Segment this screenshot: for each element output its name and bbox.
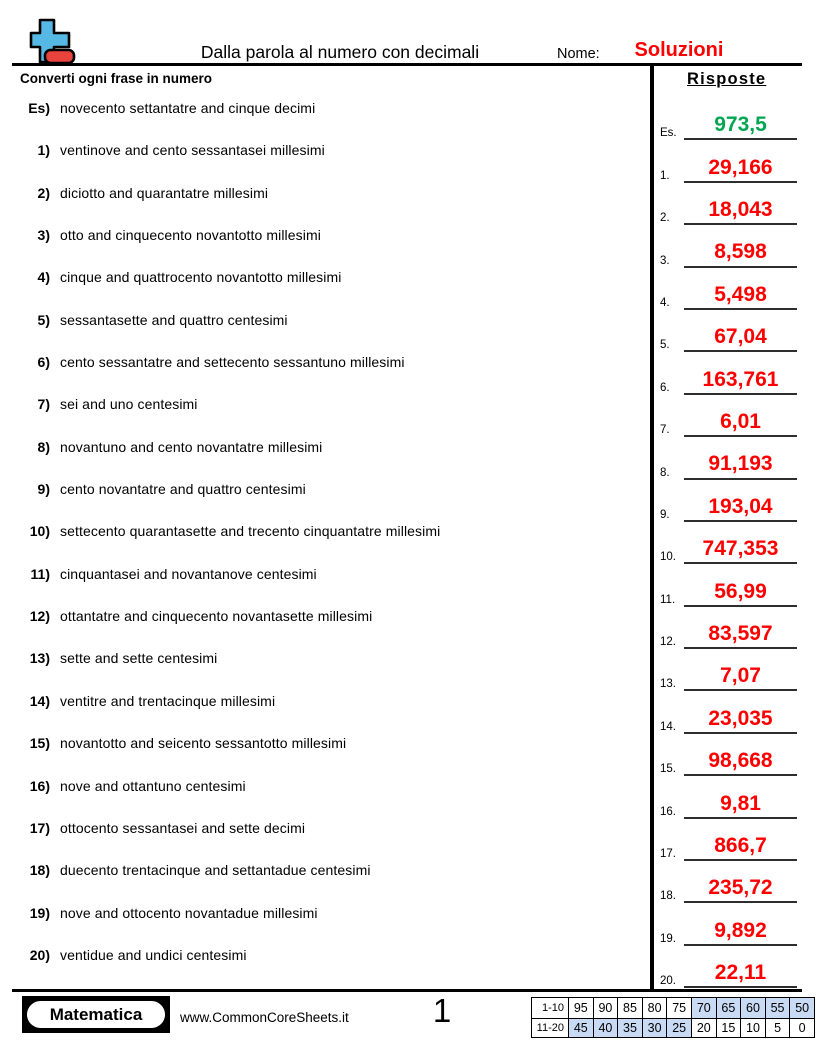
problem-row bbox=[20, 689, 644, 731]
problem-number: Es) bbox=[28, 100, 50, 116]
answer-value: 866,7 bbox=[684, 834, 797, 861]
problem-row bbox=[20, 858, 644, 900]
problem-text: otto and cinquecento novantotto millesimi bbox=[60, 227, 321, 244]
answer-row bbox=[658, 861, 797, 903]
answer-value: 91,193 bbox=[684, 452, 797, 479]
score-cell: 20 bbox=[691, 1018, 716, 1038]
answer-row bbox=[658, 437, 797, 479]
problem-number: 14) bbox=[29, 692, 50, 709]
answer-value: 98,668 bbox=[684, 749, 797, 776]
column-divider bbox=[650, 64, 654, 990]
page-number: 1 bbox=[432, 992, 452, 1029]
score-cell: 15 bbox=[716, 1018, 741, 1038]
answer-value: 29,166 bbox=[684, 156, 797, 183]
answer-number: Es. bbox=[660, 127, 677, 140]
problem-row bbox=[20, 774, 644, 816]
answer-row bbox=[658, 352, 797, 394]
problem-row bbox=[20, 604, 644, 646]
score-cell: 35 bbox=[617, 1018, 642, 1038]
problem-row bbox=[20, 392, 644, 434]
website-url: www.CommonCoreSheets.it bbox=[180, 1010, 349, 1025]
problem-number: 13) bbox=[29, 650, 50, 667]
answer-number: 18. bbox=[660, 890, 676, 903]
answer-number: 19. bbox=[660, 932, 676, 945]
answer-row bbox=[658, 140, 797, 182]
problem-number: 4) bbox=[37, 269, 50, 286]
answer-value: 9,81 bbox=[684, 792, 797, 819]
problem-row bbox=[20, 477, 644, 519]
problem-number: 15) bbox=[29, 735, 50, 752]
answer-row bbox=[658, 776, 797, 818]
answer-number: 3. bbox=[660, 254, 670, 267]
problem-text: novantuno and cento novantatre millesimi bbox=[60, 438, 323, 455]
answer-number: 8. bbox=[660, 466, 670, 479]
problem-row bbox=[20, 181, 644, 223]
answer-number: 2. bbox=[660, 212, 670, 225]
score-cell: 85 bbox=[617, 998, 642, 1018]
answer-row bbox=[658, 98, 797, 140]
problem-number: 2) bbox=[37, 184, 50, 201]
problem-row bbox=[20, 562, 644, 604]
answer-value: 973,5 bbox=[684, 113, 797, 140]
problem-text: ventidue and undici centesimi bbox=[60, 946, 247, 963]
score-cell: 0 bbox=[789, 1018, 814, 1038]
score-cell: 40 bbox=[593, 1018, 618, 1038]
problem-text: ottantatre and cinquecento novantasette millesimi bbox=[60, 608, 373, 625]
problem-number: 16) bbox=[29, 777, 50, 794]
answer-value: 193,04 bbox=[684, 495, 797, 522]
answer-number: 16. bbox=[660, 805, 676, 818]
answer-number: 9. bbox=[660, 508, 670, 521]
answer-value: 56,99 bbox=[684, 580, 797, 607]
answer-number: 15. bbox=[660, 763, 676, 776]
problem-text: ventinove and cento sessantasei millesimi bbox=[60, 142, 325, 159]
answer-value: 163,761 bbox=[684, 368, 797, 395]
problem-text: sei and uno centesimi bbox=[60, 396, 198, 413]
score-cell: 70 bbox=[691, 998, 716, 1018]
answer-number: 13. bbox=[660, 678, 676, 691]
answer-row bbox=[658, 268, 797, 310]
score-cell: 45 bbox=[568, 1018, 593, 1038]
problem-row bbox=[20, 138, 644, 180]
problem-text: novecento settantatre and cinque decimi bbox=[60, 100, 316, 116]
answer-value: 6,01 bbox=[684, 410, 797, 437]
problem-number: 20) bbox=[29, 946, 50, 963]
answer-row bbox=[658, 522, 797, 564]
answer-value: 22,11 bbox=[684, 961, 797, 988]
problem-row bbox=[20, 308, 644, 350]
answer-row bbox=[658, 607, 797, 649]
problem-row bbox=[20, 435, 644, 477]
score-row-label: 1-10 bbox=[541, 1001, 564, 1014]
answer-value: 235,72 bbox=[684, 876, 797, 903]
score-cell: 90 bbox=[593, 998, 618, 1018]
footer-divider bbox=[12, 989, 802, 992]
answer-row bbox=[658, 734, 797, 776]
problem-text: cento sessantatre and settecento sessantuno millesimi bbox=[60, 354, 405, 371]
problem-number: 8) bbox=[37, 438, 50, 455]
score-table bbox=[531, 997, 815, 1038]
answer-number: 5. bbox=[660, 339, 670, 352]
answer-value: 7,07 bbox=[684, 664, 797, 691]
brand-label: Matematica bbox=[25, 999, 167, 1030]
problem-text: cinque and quattrocento novantotto millesimi bbox=[60, 269, 342, 286]
answer-row bbox=[658, 395, 797, 437]
problem-number: 1) bbox=[37, 142, 50, 159]
answer-value: 67,04 bbox=[684, 325, 797, 352]
problems-list bbox=[20, 96, 644, 985]
answer-number: 10. bbox=[660, 551, 676, 564]
problem-row bbox=[20, 519, 644, 561]
problem-text: ventitre and trentacinque millesimi bbox=[60, 692, 276, 709]
answer-number: 4. bbox=[660, 296, 670, 309]
answer-row bbox=[658, 480, 797, 522]
problem-row bbox=[20, 96, 644, 138]
answer-row bbox=[658, 819, 797, 861]
problem-row bbox=[20, 731, 644, 773]
score-cell: 60 bbox=[740, 998, 765, 1018]
answer-row bbox=[658, 691, 797, 733]
problem-text: nove and ottantuno centesimi bbox=[60, 777, 246, 794]
brand-badge bbox=[22, 996, 170, 1033]
score-cell: 75 bbox=[666, 998, 691, 1018]
problem-number: 3) bbox=[37, 227, 50, 244]
problem-row bbox=[20, 350, 644, 392]
problem-row bbox=[20, 943, 644, 985]
answer-number: 12. bbox=[660, 636, 676, 649]
problem-number: 7) bbox=[37, 396, 50, 413]
problem-row bbox=[20, 646, 644, 688]
answer-value: 5,498 bbox=[684, 283, 797, 310]
answer-row bbox=[658, 225, 797, 267]
problem-text: cinquantasei and novantanove centesimi bbox=[60, 565, 317, 582]
answer-value: 8,598 bbox=[684, 240, 797, 267]
answer-number: 14. bbox=[660, 720, 676, 733]
problem-number: 17) bbox=[29, 819, 50, 836]
score-cell: 30 bbox=[642, 1018, 667, 1038]
problem-number: 5) bbox=[37, 311, 50, 328]
problem-number: 6) bbox=[37, 354, 50, 371]
problem-text: settecento quarantasette and trecento cinquantatre millesimi bbox=[60, 523, 441, 540]
answer-number: 11. bbox=[660, 593, 676, 606]
problem-number: 9) bbox=[37, 481, 50, 498]
problem-text: duecento trentacinque and settantadue centesimi bbox=[60, 862, 371, 879]
answer-value: 747,353 bbox=[684, 537, 797, 564]
instruction-text: Converti ogni frase in numero bbox=[20, 71, 213, 86]
problem-text: novantotto and seicento sessantotto millesimi bbox=[60, 735, 347, 752]
header-divider bbox=[12, 63, 802, 66]
problem-row bbox=[20, 223, 644, 265]
answer-row bbox=[658, 946, 797, 988]
score-cell: 65 bbox=[716, 998, 741, 1018]
answer-number: 17. bbox=[660, 848, 676, 861]
answer-number: 1. bbox=[660, 169, 670, 182]
score-cell: 80 bbox=[642, 998, 667, 1018]
answer-value: 23,035 bbox=[684, 707, 797, 734]
problem-row bbox=[20, 816, 644, 858]
name-value: Soluzioni bbox=[634, 39, 724, 61]
problem-number: 11) bbox=[30, 565, 50, 582]
page-title: Dalla parola al numero con decimali bbox=[200, 42, 480, 62]
problem-number: 19) bbox=[29, 904, 50, 921]
answer-row bbox=[658, 310, 797, 352]
name-label: Nome: bbox=[557, 46, 600, 62]
problem-row bbox=[20, 265, 644, 307]
answer-row bbox=[658, 903, 797, 945]
problem-text: cento novantatre and quattro centesimi bbox=[60, 481, 306, 498]
score-cell: 5 bbox=[765, 1018, 790, 1038]
answer-value: 9,892 bbox=[684, 919, 797, 946]
answers-list bbox=[658, 98, 797, 988]
problem-text: diciotto and quarantatre millesimi bbox=[60, 184, 269, 201]
answer-number: 20. bbox=[660, 975, 676, 988]
problem-number: 12) bbox=[29, 608, 50, 625]
problem-text: sette and sette centesimi bbox=[60, 650, 218, 667]
score-cell: 95 bbox=[568, 998, 593, 1018]
score-cell: 55 bbox=[765, 998, 790, 1018]
score-cell: 10 bbox=[740, 1018, 765, 1038]
answer-row bbox=[658, 564, 797, 606]
score-cell: 25 bbox=[666, 1018, 691, 1038]
score-cell: 50 bbox=[789, 998, 814, 1018]
answer-row bbox=[658, 649, 797, 691]
problem-text: sessantasette and quattro centesimi bbox=[60, 311, 288, 328]
problem-text: nove and ottocento novantadue millesimi bbox=[60, 904, 318, 921]
answer-number: 7. bbox=[660, 424, 670, 437]
answer-value: 18,043 bbox=[684, 198, 797, 225]
answer-value: 83,597 bbox=[684, 622, 797, 649]
score-row-label: 11-20 bbox=[532, 1018, 568, 1038]
problem-number: 10) bbox=[29, 523, 50, 540]
problem-text: ottocento sessantasei and sette decimi bbox=[60, 819, 306, 836]
problem-number: 18) bbox=[29, 862, 50, 879]
answer-number: 6. bbox=[660, 381, 670, 394]
problem-row bbox=[20, 901, 644, 943]
answers-heading: Risposte bbox=[687, 70, 767, 88]
answer-row bbox=[658, 183, 797, 225]
